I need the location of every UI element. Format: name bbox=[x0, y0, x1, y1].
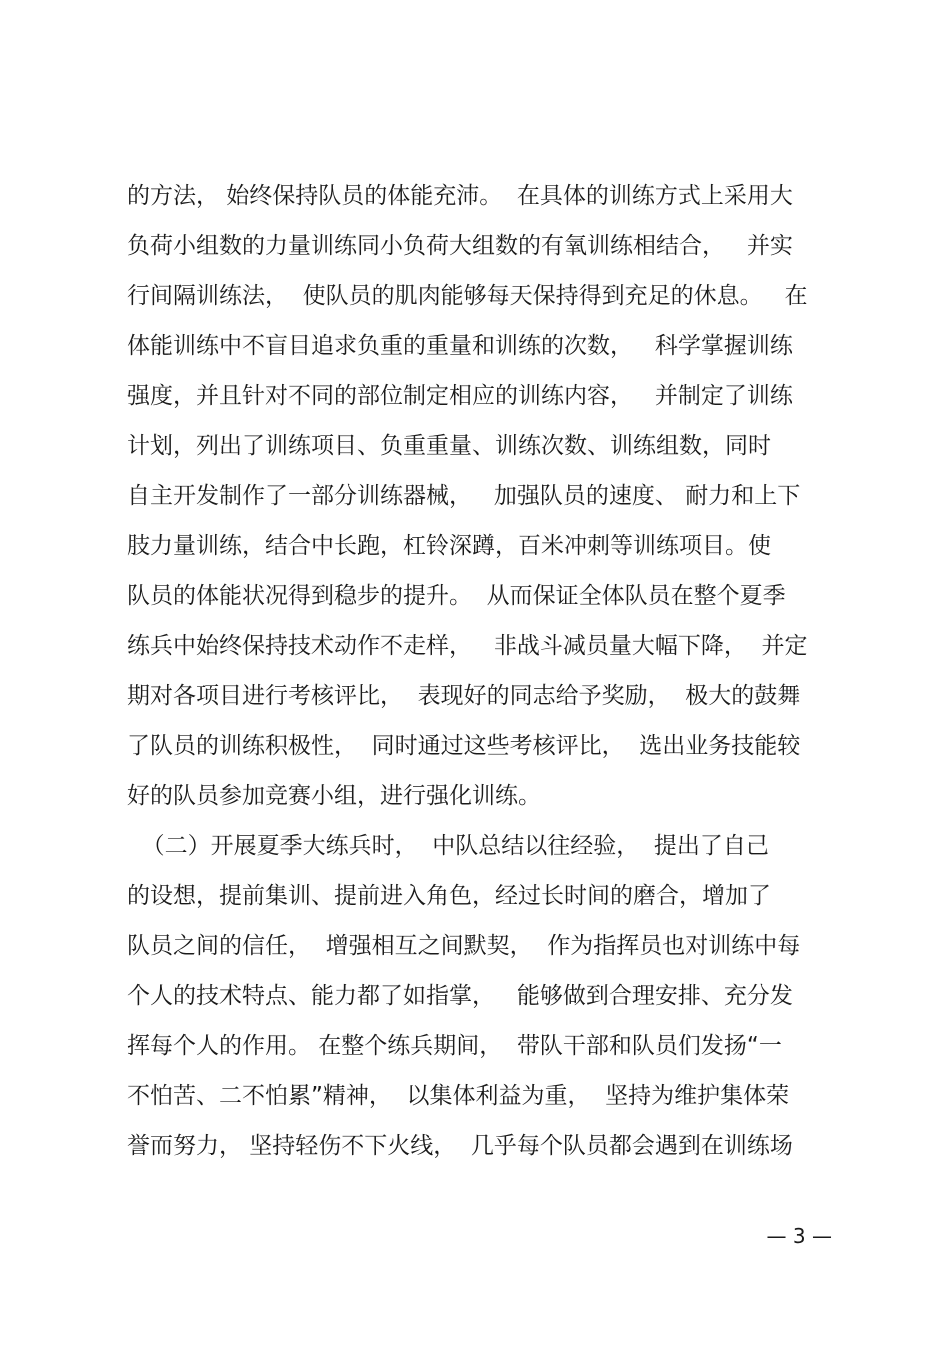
text-line: 练兵中始终保持技术动作不走样， 非战斗减员量大幅下降， 并定 bbox=[127, 633, 808, 659]
body-text bbox=[127, 171, 837, 1171]
text-line: 个人的技术特点、能力都了如指掌， 能够做到合理安排、充分发 bbox=[127, 983, 793, 1009]
page-number: — 3 — bbox=[766, 1224, 832, 1248]
text-line: 体能训练中不盲目追求负重的重量和训练的次数， 科学掌握训练 bbox=[127, 333, 793, 359]
text-line: 不怕苦、二不怕累”精神， 以集体利益为重， 坚持为维护集体荣 bbox=[127, 1083, 790, 1109]
paragraph-start-line: （二）开展夏季大练兵时， 中队总结以往经验， 提出了自己 bbox=[127, 833, 769, 859]
text-line: 强度，并且针对不同的部位制定相应的训练内容， 并制定了训练 bbox=[127, 383, 793, 409]
text-line: 好的队员参加竞赛小组，进行强化训练。 bbox=[127, 783, 541, 809]
text-line: 的方法， 始终保持队员的体能充沛。 在具体的训练方式上采用大 bbox=[127, 183, 793, 209]
text-line: 期对各项目进行考核评比， 表现好的同志给予奖励， 极大的鼓舞 bbox=[127, 683, 801, 709]
text-line: 誉而努力， 坚持轻伤不下火线， 几乎每个队员都会遇到在训练场 bbox=[127, 1133, 793, 1159]
text-line: 计划，列出了训练项目、负重重量、训练次数、训练组数，同时 bbox=[127, 433, 771, 459]
text-line: 肢力量训练，结合中长跑，杠铃深蹲，百米冲刺等训练项目。使 bbox=[127, 533, 771, 559]
text-line: 队员的体能状况得到稳步的提升。 从而保证全体队员在整个夏季 bbox=[127, 583, 786, 609]
text-line: 负荷小组数的力量训练同小负荷大组数的有氧训练相结合， 并实 bbox=[127, 233, 793, 259]
text-line: 自主开发制作了一部分训练器械， 加强队员的速度、 耐力和上下 bbox=[127, 483, 801, 509]
text-line: 行间隔训练法， 使队员的肌肉能够每天保持得到充足的休息。 在 bbox=[127, 283, 808, 309]
text-line: 的设想，提前集训、提前进入角色，经过长时间的磨合，增加了 bbox=[127, 883, 771, 909]
text-line: 挥每个人的作用。 在整个练兵期间， 带队干部和队员们发扬“一 bbox=[127, 1033, 782, 1059]
text-line: 了队员的训练积极性， 同时通过这些考核评比， 选出业务技能较 bbox=[127, 733, 801, 759]
text-line: 队员之间的信任， 增强相互之间默契， 作为指挥员也对训练中每 bbox=[127, 933, 801, 959]
